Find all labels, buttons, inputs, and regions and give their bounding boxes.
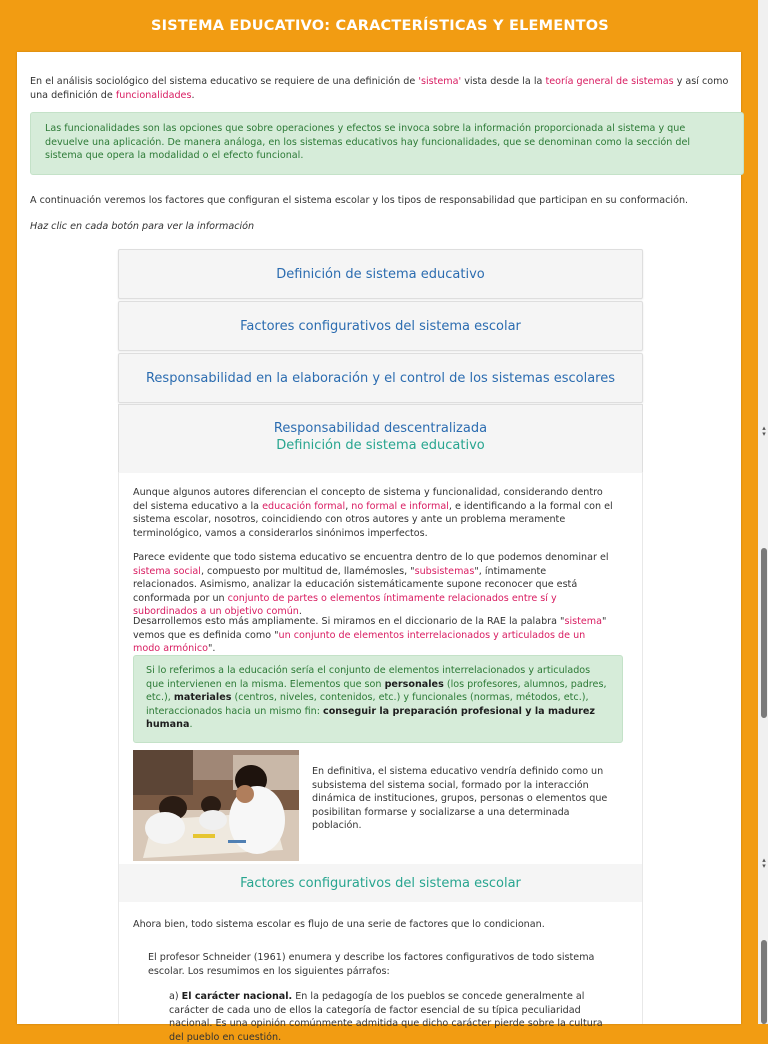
link-sistema-social[interactable]: sistema social: [133, 565, 201, 577]
content-page: [17, 52, 741, 1043]
link-conjunto-partes[interactable]: conjunto de partes o elementos íntimamente relacionados entre sí y subordinados a un objetivo común: [133, 592, 557, 617]
scroll-down-icon-2[interactable]: ▾: [762, 862, 766, 870]
intro-paragraph: En el análisis sociológico del sistema educativo se requiere de una definición de 'sistema' vista desde la la teoría general de sistemas y así como una definición de funcionalidades.: [30, 76, 729, 101]
panel-paragraph-5: El profesor Schneider (1961) enumera y describe los factores configurativos de todo sistema escolar. Los resumimos en los siguientes párrafos:: [148, 952, 595, 977]
panel-paragraph-4: Ahora bien, todo sistema escolar es flujo de una serie de factores que lo condicionan.: [133, 919, 545, 930]
panel-heading-definicion: Definición de sistema educativo: [276, 438, 485, 453]
link-sistema[interactable]: 'sistema': [418, 76, 462, 87]
info-box: Las funcionalidades son las opciones que sobre operaciones y efectos se invoca sobre la información proporcionada al sistema y que devuelve una aplicación. De manera análoga, en los sistemas educativos hay funcionalidades, que se denominan como la sección del sistema que opera la modalidad o el efecto funcional.: [30, 112, 744, 175]
link-teoria-general[interactable]: teoría general de sistemas: [545, 76, 674, 87]
panel-paragraph-1: Aunque algunos autores diferencian el concepto de sistema y funcionalidad, considerando dentro del sistema educativo a la educación formal, no formal e informal, e identificando a la formal con el sistema escolar, nosotros, coincidiendo con otros autores y ante un problema meramente terminológico, vamos a considerarlos sinónimos imperfectos.: [133, 487, 613, 539]
link-definicion-rae[interactable]: un conjunto de elementos interrelacionados y articulados de un modo armónico: [133, 629, 586, 654]
scrollbar[interactable]: [758, 0, 768, 1024]
link-subsistemas[interactable]: subsistemas: [414, 565, 475, 577]
accordion-button-definicion[interactable]: Definición de sistema educativo: [118, 249, 643, 299]
photo-caption: En definitiva, el sistema educativo vendría definido como un subsistema del sistema social, formado por la interacción dinámica de instituciones, grupos, personas o elementos que posibilitan formarse y socializarse a una determinada población.: [312, 766, 608, 831]
scrollbar-thumb-2[interactable]: [761, 940, 767, 1024]
link-no-formal[interactable]: no formal e informal: [351, 500, 449, 512]
accordion-button-responsabilidad-control[interactable]: Responsabilidad en la elaboración y el control de los sistemas escolares: [118, 353, 643, 403]
accordion-label-descentralizada: Responsabilidad descentralizada: [273, 421, 488, 436]
panel-paragraph-2: Parece evidente que todo sistema educativo se encuentra dentro de lo que podemos denominar el sistema social, compuesto por multitud de, llamémosles, "subsistemas", íntimamente relacionados. Asimismo, analizar la educación sistemáticamente supone reconocer que está conformada por un conjunto de partes o elementos íntimamente relacionados entre sí y subordinados a un objetivo común.: [133, 552, 609, 617]
classroom-photo: [133, 750, 299, 861]
link-funcionalidades[interactable]: funcionalidades: [115, 89, 192, 101]
scroll-up-icon-2[interactable]: ▴: [762, 856, 766, 864]
page-title: SISTEMA EDUCATIVO: CARACTERÍSTICAS Y ELEMENTOS: [151, 18, 609, 34]
link-sistema-rae[interactable]: sistema: [564, 616, 603, 627]
elements-box: Si lo referimos a la educación sería el conjunto de elementos interrelacionados y articulados que intervienen en la misma. Elementos que son personales (los profesores, alumnos, padres, etc.), materiales (centros, niveles, contenidos, etc.) y funcionales (normas, métodos, etc.), interaccionados hacia un mismo fin: conseguir la preparación profesional y la madurez humana.: [133, 655, 623, 743]
panel-heading-factores: Factores configurativos del sistema escolar: [119, 864, 642, 902]
accordion-button-factores[interactable]: Factores configurativos del sistema escolar: [118, 301, 643, 351]
accordion-panel: [118, 472, 643, 1043]
panel-paragraph-3: Desarrollemos esto más ampliamente. Si miramos en el diccionario de la RAE la palabra "sistema" vemos que es definida como "un conjunto de elementos interrelacionados y articulados de un modo armónico".: [133, 616, 607, 654]
scroll-down-icon[interactable]: ▾: [762, 430, 766, 438]
instruction-hint: Haz clic en cada botón para ver la información: [30, 221, 255, 232]
factors-intro: A continuación veremos los factores que configuran el sistema escolar y los tipos de responsabilidad que participan en su conformación.: [30, 195, 689, 206]
panel-paragraph-6: a) El carácter nacional. En la pedagogía de los pueblos se concede generalmente al carácter de cada uno de ellos la categoría de factor esencial de su típica peculiaridad nacional. Es una opinión comúnmente admitida que dicho carácter pierde sobre la cultura del pueblo en cuestión.: [169, 991, 603, 1043]
link-educacion-formal[interactable]: educación formal: [262, 500, 346, 512]
scrollbar-thumb[interactable]: [761, 548, 767, 718]
scroll-up-icon[interactable]: ▴: [762, 424, 766, 432]
accordion-button-descentralizada[interactable]: [118, 404, 643, 473]
title-bar: [0, 0, 760, 52]
